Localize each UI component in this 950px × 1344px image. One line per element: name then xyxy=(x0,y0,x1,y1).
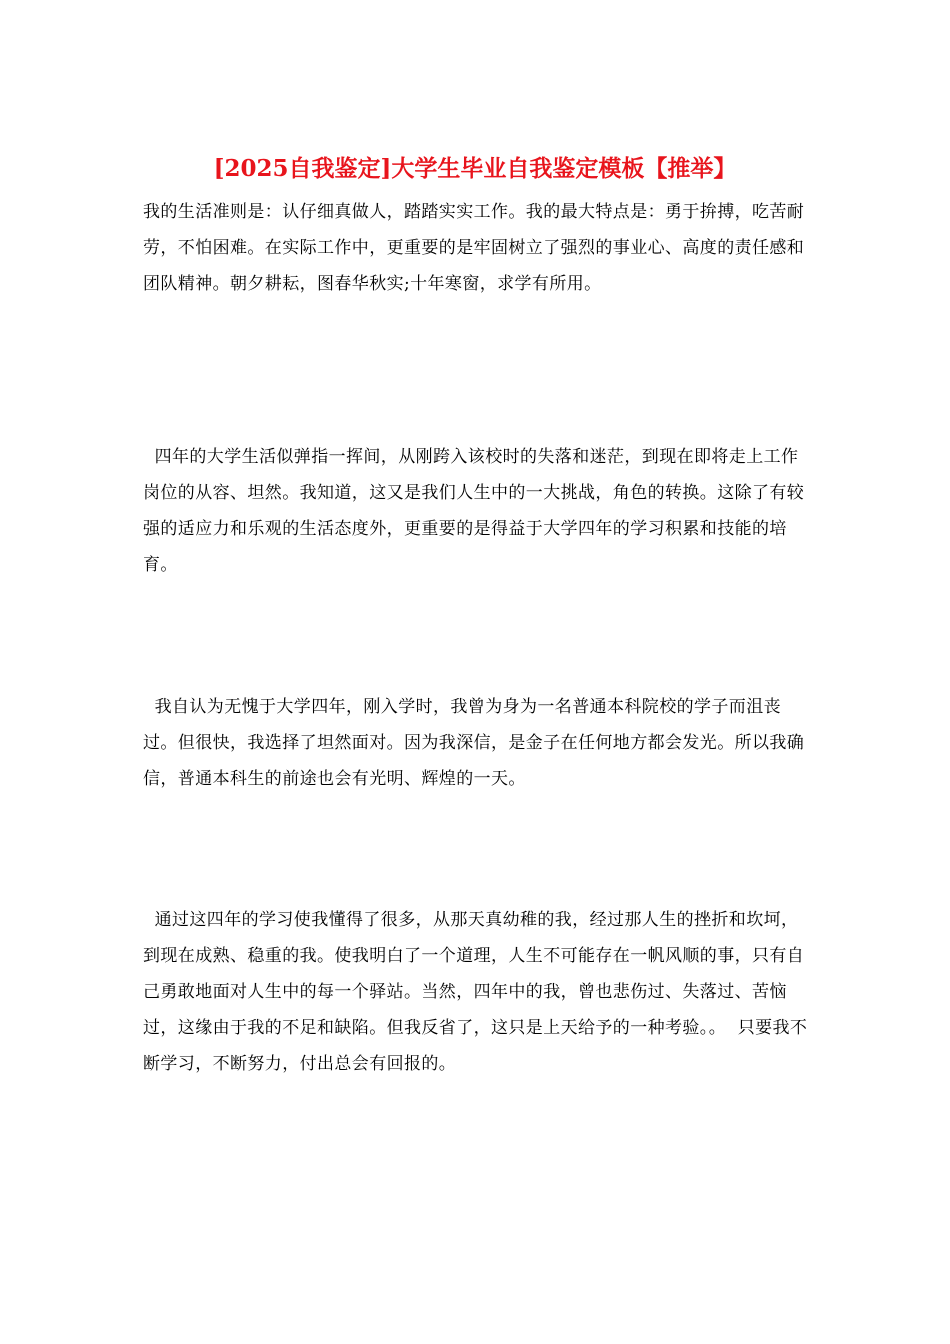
paragraph-2: 四年的大学生活似弹指一挥间，从刚跨入该校时的失落和迷茫，到现在即将走上工作岗位的从容、坦然。我知道，这又是我们人生中的一大挑战，角色的转换。这除了有较强的适应力和乐观的生活态度外，更重要的是得益于大学四年的学习积累和技能的培育。 xyxy=(143,447,805,575)
document-title: [2025自我鉴定]大学生毕业自我鉴定模板【推举】 xyxy=(213,155,737,182)
paragraph-3: 我自认为无愧于大学四年，刚入学时，我曾为身为一名普通本科院校的学子而沮丧过。但很快，我选择了坦然面对。因为我深信，是金子在任何地方都会发光。所以我确信，普通本科生的前途也会有光明、辉煌的一天。 xyxy=(143,697,805,789)
paragraph-1: 我的生活准则是：认仔细真做人，踏踏实实工作。我的最大特点是：勇于拚搏，吃苦耐劳，不怕困难。在实际工作中，更重要的是牢固树立了强烈的事业心、高度的责任感和团队精神。朝夕耕耘，图春华秋实;十年寒窗，求学有所用。 xyxy=(143,202,805,294)
paragraph-4: 通过这四年的学习使我懂得了很多，从那天真幼稚的我，经过那人生的挫折和坎坷，到现在成熟、稳重的我。使我明白了一个道理，人生不可能存在一帆风顺的事，只有自己勇敢地面对人生中的每一个驿站。当然，四年中的我，曾也悲伤过、失落过、苦恼过，这缘由于我的不足和缺陷。但我反省了，这只是上天给予的一种考验。。 只要我不断学习，不断努力，付出总会有回报的。 xyxy=(143,910,808,1074)
